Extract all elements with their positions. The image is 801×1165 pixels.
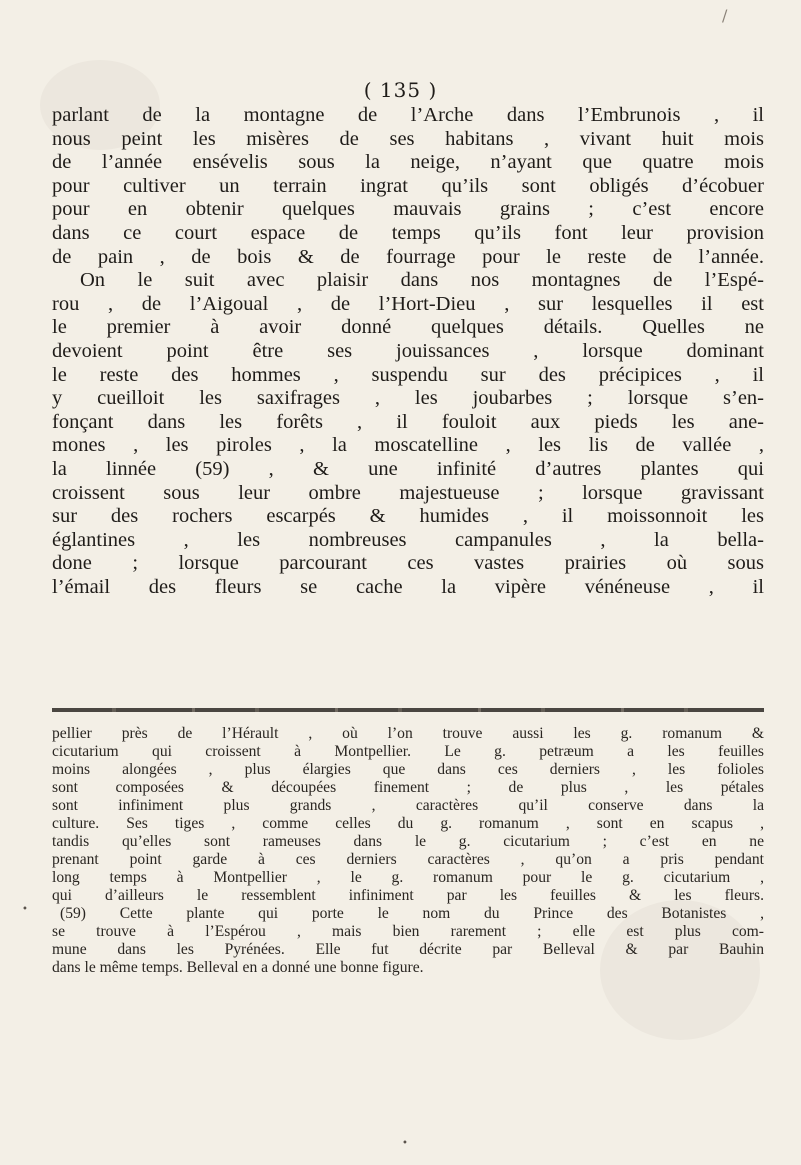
main-text-line: nous peint les misères de ses habitans , vivant huit mois bbox=[52, 127, 764, 150]
main-text-line: On le suit avec plaisir dans nos montagnes de l’Espé- bbox=[80, 269, 764, 292]
main-text-line: l’émail des fleurs se cache la vipère vénéneuse , il bbox=[52, 575, 764, 598]
main-text-line: sur des rochers escarpés & humides , il moissonnoit les bbox=[52, 505, 764, 528]
footnote-separator-rule bbox=[52, 708, 764, 712]
footnote-line: culture. Ses tiges , comme celles du g. romanum , sont en scapus , bbox=[52, 815, 764, 832]
main-text-line: devoient point être ses jouissances , lorsque dominant bbox=[52, 339, 764, 362]
margin-mark: • bbox=[22, 904, 28, 915]
footnote-line: (59) Cette plante qui porte le nom du Prince des Botanistes , bbox=[60, 905, 764, 922]
margin-mark: • bbox=[402, 1138, 408, 1149]
footnote-line: sont composées & découpées finement ; de plus , les pétales bbox=[52, 779, 764, 796]
footnote-line: tandis qu’elles sont rameuses dans le g. cicutarium ; c’est en ne bbox=[52, 833, 764, 850]
main-text-line: églantines , les nombreuses campanules , la bella- bbox=[52, 528, 764, 551]
main-text-line: pour en obtenir quelques mauvais grains ; c’est encore bbox=[52, 198, 764, 221]
main-text-line: pour cultiver un terrain ingrat qu’ils sont obligés d’écobuer bbox=[52, 174, 764, 197]
main-text-line: fonçant dans les forêts , il fouloit aux pieds les ane- bbox=[52, 410, 764, 433]
footnote-line: qui d’ailleurs le ressemblent infiniment par les feuilles & les fleurs. bbox=[52, 887, 764, 904]
footnote-line: sont infiniment plus grands , caractères qu’il conserve dans la bbox=[52, 797, 764, 814]
footnote-block bbox=[52, 725, 764, 977]
footnote-line: long temps à Montpellier , le g. romanum pour le g. cicutarium , bbox=[52, 869, 764, 886]
main-text-line: le premier à avoir donné quelques détails. Quelles ne bbox=[52, 316, 764, 339]
footnote-line: mune dans les Pyrénées. Elle fut décrite par Belleval & par Bauhin bbox=[52, 941, 764, 958]
main-text-line: de l’année ensévelis sous la neige, n’ayant que quatre mois bbox=[52, 151, 764, 174]
footnote-line: dans le même temps. Belleval en a donné une bonne figure. bbox=[52, 959, 424, 976]
main-text-line: rou , de l’Aigoual , de l’Hort-Dieu , sur lesquelles il est bbox=[52, 292, 764, 315]
main-text-line: y cueilloit les saxifrages , les joubarbes ; lorsque s’en- bbox=[52, 387, 764, 410]
main-text-line: croissent sous leur ombre majestueuse ; lorsque gravissant bbox=[52, 481, 764, 504]
footnote-line: cicutarium qui croissent à Montpellier. Le g. petræum a les feuilles bbox=[52, 743, 764, 760]
main-text-line: mones , les piroles , la moscatelline , les lis de vallée , bbox=[52, 434, 764, 457]
main-text-line: le reste des hommes , suspendu sur des précipices , il bbox=[52, 363, 764, 386]
footnote-line: prenant point garde à ces derniers caractères , qu’on a pris pendant bbox=[52, 851, 764, 868]
page-number: ( 135 ) bbox=[363, 78, 438, 102]
footnote-line: pellier près de l’Hérault , où l’on trouve aussi les g. romanum & bbox=[52, 725, 764, 742]
corner-mark: / bbox=[722, 6, 728, 25]
main-text-line: dans ce court espace de temps qu’ils font leur provision bbox=[52, 221, 764, 244]
main-text-line: parlant de la montagne de l’Arche dans l’Embrunois , il bbox=[52, 104, 764, 126]
main-text-block bbox=[52, 104, 764, 599]
main-text-line: done ; lorsque parcourant ces vastes prairies où sous bbox=[52, 552, 764, 575]
footnote-line: moins alongées , plus élargies que dans ces derniers , les folioles bbox=[52, 761, 764, 778]
main-text-line: de pain , de bois & de fourrage pour le reste de l’année. bbox=[52, 245, 764, 268]
footnote-line: se trouve à l’Espérou , mais bien rarement ; elle est plus com- bbox=[52, 923, 764, 940]
main-text-line: la linnée (59) , & une infinité d’autres plantes qui bbox=[52, 457, 764, 480]
